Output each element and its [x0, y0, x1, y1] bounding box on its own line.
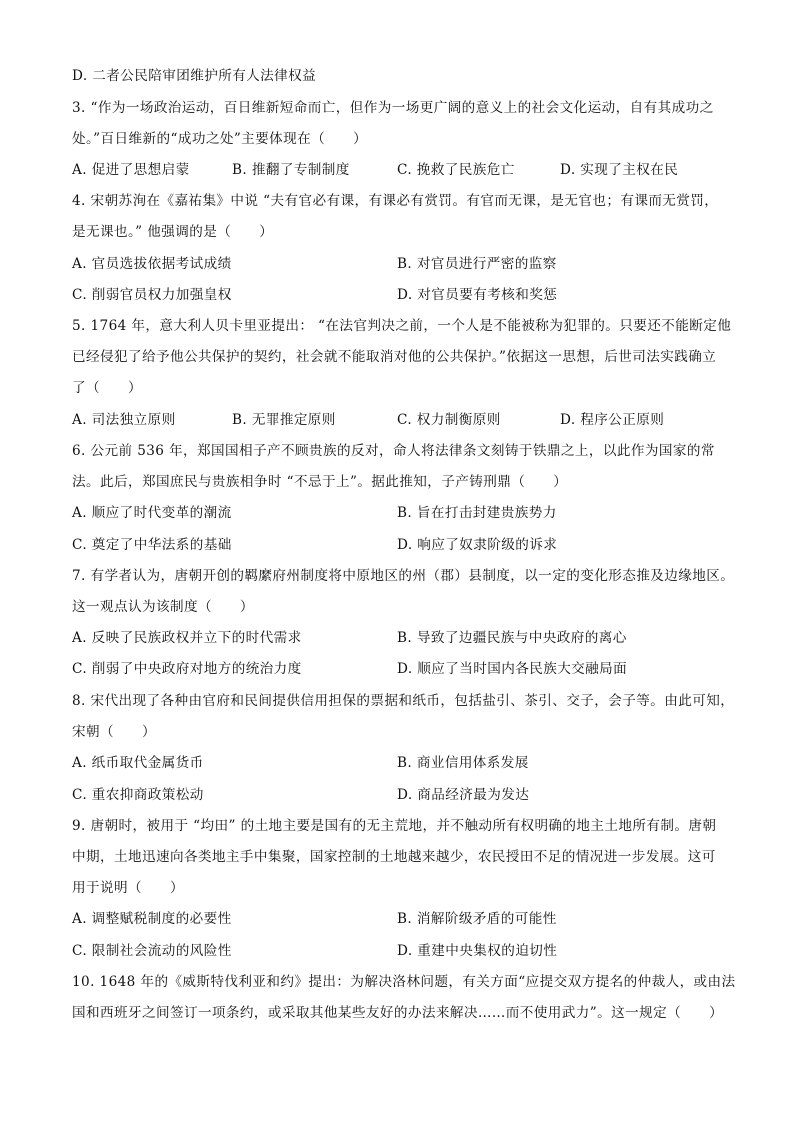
q5-option-b: B. 无罪推定原则: [232, 412, 336, 428]
q3-option-c: C. 挽救了民族危亡: [397, 162, 515, 178]
q6-stem-line2: 法。此后，郑国庶民与贵族相争时 “不忌于上”。据此推知，子产铸刑鼎（ ）: [72, 474, 568, 490]
q7-option-a: A. 反映了民族政权并立下的时代需求: [72, 630, 302, 646]
q5-option-d: D. 程序公正原则: [560, 412, 665, 428]
q3-stem-line2: 处。”百日维新的“成功之处”主要体现在（ ）: [72, 131, 368, 147]
q5-stem-line3: 了（ ）: [72, 380, 142, 396]
q3-option-b: B. 推翻了专制制度: [232, 162, 350, 178]
q9-option-b: B. 消解阶级矛盾的可能性: [397, 911, 557, 927]
q5-stem-line2: 已经侵犯了给予他公共保护的契约，社会就不能取消对他的公共保护。”依据这一思想，后世司法实践确立: [72, 349, 717, 365]
q5-option-a: A. 司法独立原则: [72, 412, 176, 428]
q8-stem-line2: 宋朝（ ）: [72, 724, 156, 740]
q4-stem-line2: 是无课也。” 他强调的是（ ）: [72, 224, 274, 240]
q9-stem-line2: 中期，土地迅速向各类地主手中集聚，国家控制的土地越来越少，农民授田不足的情况进一步发展。这可: [72, 849, 716, 865]
q7-option-c: C. 削弱了中央政府对地方的统治力度: [72, 661, 302, 677]
q3-option-a: A. 促进了思想启蒙: [72, 162, 190, 178]
q7-option-b: B. 导致了边疆民族与中央政府的离心: [397, 630, 627, 646]
q7-stem-line2: 这一观点认为该制度（ ）: [72, 599, 254, 615]
q9-option-c: C. 限制社会流动的风险性: [72, 943, 232, 959]
q7-option-d: D. 顺应了当时国内各民族大交融局面: [397, 661, 628, 677]
q4-stem-line1: 4. 宋朝苏洵在《嘉祐集》中说 “夫有官必有课，有课必有赏罚。有官而无课，是无官也；有课而无赏罚，: [72, 193, 719, 209]
q6-option-c: C. 奠定了中华法系的基础: [72, 537, 232, 553]
q8-option-b: B. 商业信用体系发展: [397, 755, 529, 771]
q2-option-d: D. 二者公民陪审团维护所有人法律权益: [72, 68, 317, 84]
q10-stem-line1: 10. 1648 年的《威斯特伐利亚和约》提出：为解决洛林问题，有关方面“应提交双方提名的仲裁人，或由法: [72, 974, 736, 990]
q8-option-c: C. 重农抑商政策松动: [72, 787, 204, 803]
q8-option-a: A. 纸币取代金属货币: [72, 755, 204, 771]
q8-option-d: D. 商品经济最为发达: [397, 787, 530, 803]
q7-stem-line1: 7. 有学者认为，唐朝开创的羁縻府州制度将中原地区的州（郡）县制度，以一定的变化形态推及边缘地区。: [72, 568, 735, 584]
q4-option-b: B. 对官员进行严密的监察: [397, 256, 557, 272]
q5-option-c: C. 权力制衡原则: [397, 412, 501, 428]
q4-option-a: A. 官员选拔依据考试成绩: [72, 256, 232, 272]
q6-option-b: B. 旨在打击封建贵族势力: [397, 505, 557, 521]
q9-stem-line1: 9. 唐朝时，被用于 “均田” 的土地主要是国有的无主荒地，并不触动所有权明确的地主土地所有制。唐朝: [72, 818, 717, 834]
q3-option-d: D. 实现了主权在民: [560, 162, 679, 178]
q8-stem-line1: 8. 宋代出现了各种由官府和民间提供信用担保的票据和纸币，包括盐引、茶引、交子，会子等。由此可知，: [72, 693, 735, 709]
q9-option-a: A. 调整赋税制度的必要性: [72, 911, 232, 927]
q4-option-c: C. 削弱官员权力加强皇权: [72, 287, 232, 303]
q10-stem-line2: 国和西班牙之间签订一项条约，或采取其他某些友好的办法来解决……而不使用武力”。这一规定（ ）: [72, 1005, 724, 1021]
q6-option-d: D. 响应了奴隶阶级的诉求: [397, 537, 558, 553]
q4-option-d: D. 对官员要有考核和奖惩: [397, 287, 558, 303]
q9-option-d: D. 重建中央集权的迫切性: [397, 943, 558, 959]
q3-stem-line1: 3. “作为一场政治运动，百日维新短命而亡，但作为一场更广阔的意义上的社会文化运动，自有其成功之: [72, 100, 714, 116]
q9-stem-line3: 用于说明（ ）: [72, 880, 184, 896]
q6-stem-line1: 6. 公元前 536 年，郑国国相子产不顾贵族的反对，命人将法律条文刻铸于铁鼎之上，以此作为国家的常: [72, 443, 715, 459]
q5-stem-line1: 5. 1764 年，意大利人贝卡里亚提出： “在法官判决之前，一个人是不能被称为犯罪的。只要还不能断定他: [72, 318, 732, 334]
q6-option-a: A. 顺应了时代变革的潮流: [72, 505, 232, 521]
